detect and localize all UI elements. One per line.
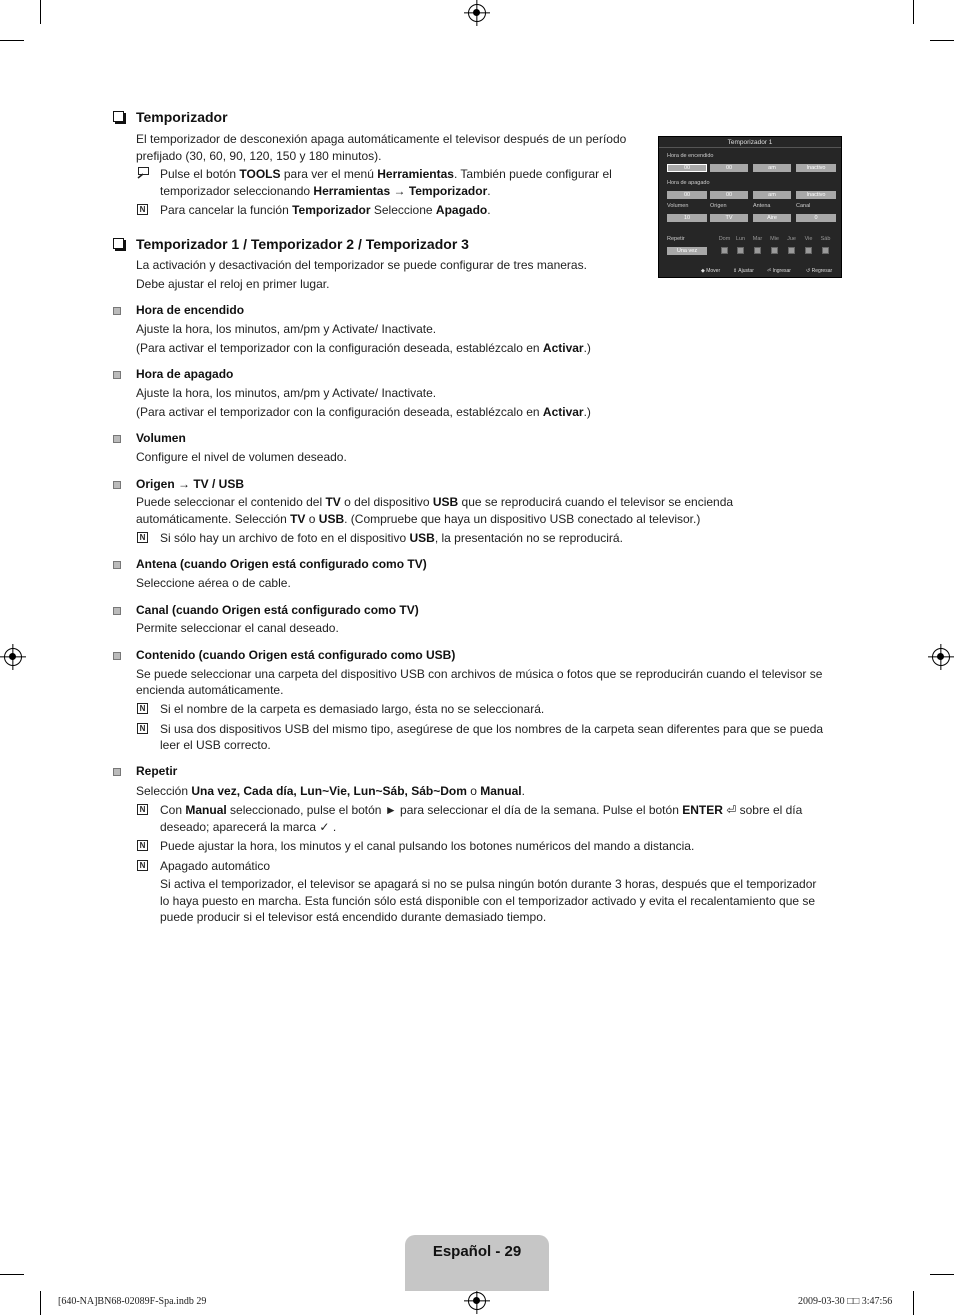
tv-screen-title: Temporizador 1 bbox=[659, 138, 841, 148]
text-line: Ajuste la hora, los minutos, am/pm y Activate/ Inactivate. bbox=[136, 386, 437, 400]
text-line: lo haya puesto en marcha. Esta función sólo está disponible con el temporizador activado y evita el recalentamiento que se bbox=[160, 894, 816, 908]
text-line: Pulse el botón TOOLS para ver el menú Herramientas. También puede configurar el bbox=[160, 167, 612, 181]
item-heading-hora-encendido: Hora de encendido bbox=[136, 303, 245, 317]
tv-repeat-field: Una vez bbox=[667, 247, 707, 255]
text-line: Si usa dos dispositivos USB del mismo tipo, asegúrese de que los nombres de la carpeta sean diferentes para que se pueda bbox=[160, 722, 824, 736]
text-line: Puede seleccionar el contenido del TV o del dispositivo USB que se reproducirá cuando el televisor se encienda bbox=[136, 495, 734, 509]
text-line: prefijado (30, 60, 90, 120, 150 y 180 minutos). bbox=[136, 149, 382, 163]
text-line: Seleccione aérea o de cable. bbox=[136, 576, 291, 590]
tv-footer-return: ↺ Regresar bbox=[806, 268, 833, 274]
square-bullet-icon bbox=[113, 768, 121, 776]
tv-on-minute-field: 00 bbox=[710, 164, 748, 172]
text-line: (Para activar el temporizador con la configuración deseada, establézcalo en Activar.) bbox=[136, 341, 591, 355]
text-line: temporizador seleccionando Herramientas → Temporizador. bbox=[160, 184, 491, 198]
text-line: Si el nombre de la carpeta es demasiado largo, ésta no se seleccionará. bbox=[160, 702, 545, 716]
text-line: Configure el nivel de volumen deseado. bbox=[136, 450, 347, 464]
checkbox-bullet-icon bbox=[113, 238, 124, 249]
tv-footer-move: ◆ Mover bbox=[701, 268, 721, 274]
item-heading-contenido: Contenido (cuando Origen está configurado como USB) bbox=[136, 648, 456, 662]
item-heading-canal: Canal (cuando Origen está configurado como TV) bbox=[136, 603, 419, 617]
tv-day-checkbox bbox=[822, 247, 829, 254]
tv-on-hour-field: 00 bbox=[667, 164, 707, 172]
note-icon: N bbox=[137, 723, 148, 734]
tools-text bbox=[160, 166, 640, 200]
tv-on-ampm-field: am bbox=[753, 164, 791, 172]
section1-intro bbox=[136, 131, 646, 165]
text-line: Si sólo hay un archivo de foto en el dispositivo USB, la presentación no se reproducirá. bbox=[160, 531, 623, 545]
section2-line1: La activación y desactivación del temporizador se puede configurar de tres maneras. bbox=[136, 258, 587, 272]
text-line: encienda automáticamente. bbox=[136, 683, 284, 697]
note-icon: N bbox=[137, 204, 148, 215]
registration-mark-icon bbox=[932, 648, 950, 666]
section-heading-temporizador: Temporizador bbox=[113, 109, 228, 125]
section-heading-temporizador-123: Temporizador 1 / Temporizador 2 / Temporizador 3 bbox=[113, 236, 469, 252]
tv-off-status-field: Inactivo bbox=[796, 191, 836, 199]
tv-day-label: Mie bbox=[770, 236, 779, 242]
print-timestamp: 2009-03-30 □□ 3:47:56 bbox=[798, 1296, 893, 1307]
registration-mark-icon bbox=[468, 1292, 486, 1310]
tv-label-repeat: Repetir bbox=[667, 236, 685, 242]
square-bullet-icon bbox=[113, 481, 121, 489]
text-line: Ajuste la hora, los minutos, am/pm y Activate/ Inactivate. bbox=[136, 322, 437, 336]
square-bullet-icon bbox=[113, 607, 121, 615]
note-icon: N bbox=[137, 532, 148, 543]
square-bullet-icon bbox=[113, 371, 121, 379]
text-line: El temporizador de desconexión apaga automáticamente el televisor después de un período bbox=[136, 132, 627, 146]
tv-day-label: Vie bbox=[804, 236, 813, 242]
text-line: Puede ajustar la hora, los minutos y el canal pulsando los botones numéricos del mando a distancia. bbox=[160, 839, 695, 853]
note-icon: N bbox=[137, 840, 148, 851]
tv-label-source: Origen bbox=[710, 203, 727, 209]
text-line: Se puede seleccionar una carpeta del dispositivo USB con archivos de música o fotos que se reproducirán cuando el televisor se bbox=[136, 667, 823, 681]
tv-day-label: Jue bbox=[787, 236, 796, 242]
tv-footer-enter: ⏎ Ingresar bbox=[767, 268, 791, 274]
tv-day-checkbox bbox=[754, 247, 761, 254]
checkbox-bullet-icon bbox=[113, 111, 124, 122]
item-heading-antena: Antena (cuando Origen está configurado como TV) bbox=[136, 557, 427, 571]
tv-day-checkbox bbox=[771, 247, 778, 254]
item-heading-hora-apagado: Hora de apagado bbox=[136, 367, 234, 381]
text-line: Con Manual seleccionado, pulse el botón ► para seleccionar el día de la semana. Pulse el botón ENTER ⏎ sobre el día bbox=[160, 803, 803, 817]
square-bullet-icon bbox=[113, 307, 121, 315]
tv-screen-timer-menu bbox=[658, 136, 842, 278]
tv-label-channel: Canal bbox=[796, 203, 811, 209]
registration-mark-icon bbox=[4, 648, 22, 666]
square-bullet-icon bbox=[113, 561, 121, 569]
text-line: Selección Una vez, Cada día, Lun~Vie, Lun~Sáb, Sáb~Dom o Manual. bbox=[136, 784, 525, 798]
tv-off-minute-field: 00 bbox=[710, 191, 748, 199]
tv-footer-adjust: ⇕ Ajustar bbox=[733, 268, 754, 274]
tv-day-label: Sáb bbox=[820, 236, 831, 242]
page-number-label: Español - 29 bbox=[432, 1243, 522, 1260]
square-bullet-icon bbox=[113, 652, 121, 660]
tv-label-off-time: Hora de apagado bbox=[667, 180, 710, 186]
tv-volume-field: 10 bbox=[667, 214, 707, 222]
tv-day-checkbox bbox=[805, 247, 812, 254]
tv-day-label: Lun bbox=[735, 236, 746, 242]
section2-line2: Debe ajustar el reloj en primer lugar. bbox=[136, 277, 330, 291]
tv-channel-field: 0 bbox=[796, 214, 836, 222]
text-line: Permite seleccionar el canal deseado. bbox=[136, 621, 339, 635]
text-line: puede producir si el televisor está encendido durante demasiado tiempo. bbox=[160, 910, 547, 924]
tv-day-label: Dom bbox=[718, 236, 731, 242]
item-heading-volumen: Volumen bbox=[136, 431, 186, 445]
tv-source-field: TV bbox=[710, 214, 748, 222]
text-line: deseado; aparecerá la marca ✓ . bbox=[160, 820, 337, 834]
note-icon: N bbox=[137, 703, 148, 714]
registration-mark-icon bbox=[468, 4, 486, 22]
square-bullet-icon bbox=[113, 435, 121, 443]
note-cancel: Para cancelar la función Temporizador Seleccione Apagado. bbox=[160, 203, 491, 217]
item-heading-origen: Origen → TV / USB bbox=[136, 477, 245, 491]
tv-off-ampm-field: am bbox=[753, 191, 791, 199]
text-line: leer el USB correcto. bbox=[160, 738, 271, 752]
tv-antenna-field: Aire bbox=[753, 214, 791, 222]
text-line: Apagado automático bbox=[160, 859, 271, 873]
text-line: automáticamente. Selección TV o USB. (Compruebe que haya un dispositivo USB conectado al televisor.) bbox=[136, 512, 701, 526]
tv-day-checkbox bbox=[737, 247, 744, 254]
tv-day-checkbox bbox=[788, 247, 795, 254]
tv-day-label: Mar bbox=[752, 236, 763, 242]
tv-day-checkbox bbox=[721, 247, 728, 254]
text-line: (Para activar el temporizador con la configuración deseada, establézcalo en Activar.) bbox=[136, 405, 591, 419]
tv-label-on-time: Hora de encendido bbox=[667, 153, 714, 159]
tv-on-status-field: Inactivo bbox=[796, 164, 836, 172]
tv-off-hour-field: 00 bbox=[667, 191, 707, 199]
note-icon: N bbox=[137, 860, 148, 871]
tv-label-antenna: Antena bbox=[753, 203, 771, 209]
tv-label-volume: Volumen bbox=[667, 203, 689, 209]
text-line: Si activa el temporizador, el televisor se apagará si no se pulsa ningún botón durante 3 horas, después que el temporizador bbox=[160, 877, 817, 891]
print-file-info: [640-NA]BN68-02089F-Spa.indb 29 bbox=[58, 1296, 207, 1307]
tools-icon bbox=[137, 166, 150, 182]
note-icon: N bbox=[137, 804, 148, 815]
item-heading-repetir: Repetir bbox=[136, 764, 178, 778]
